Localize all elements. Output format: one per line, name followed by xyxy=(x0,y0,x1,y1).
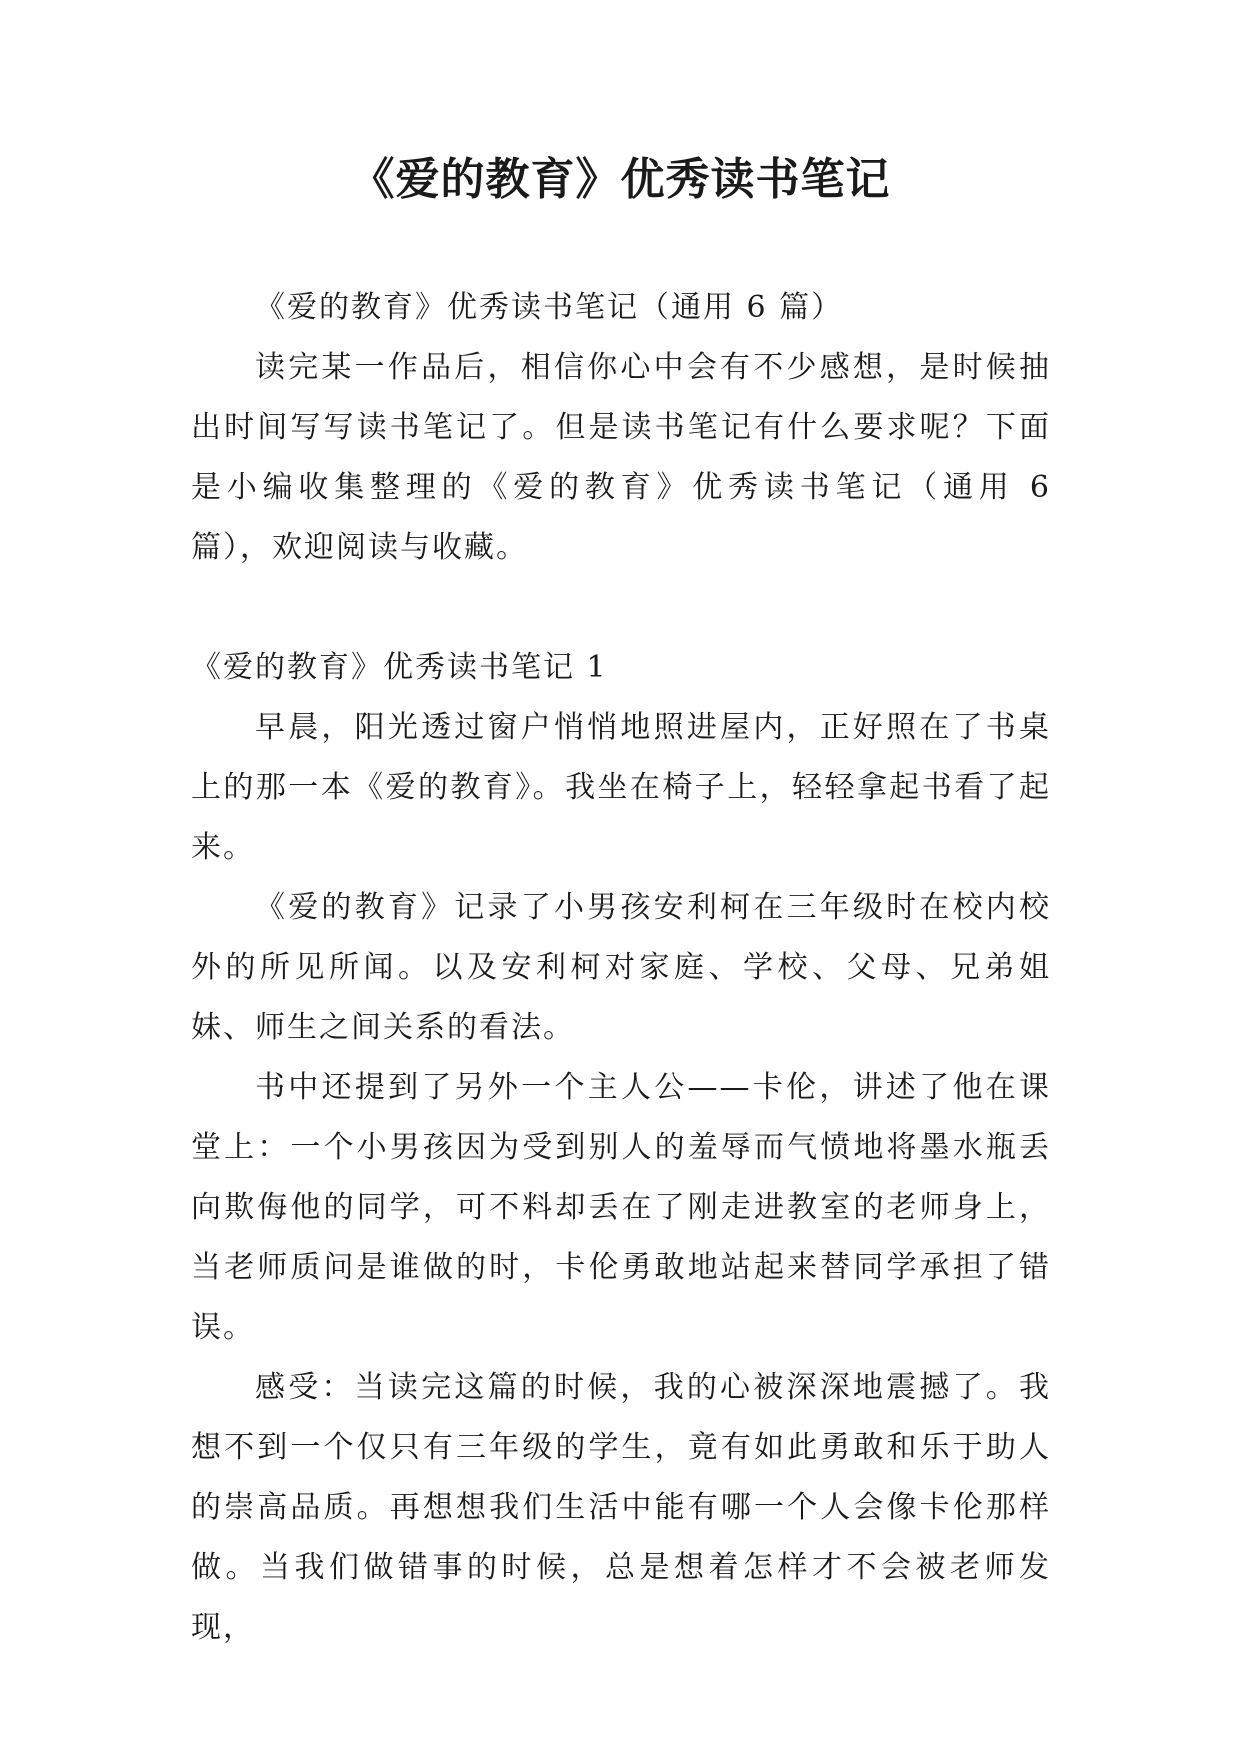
document-title: 《爱的教育》优秀读书笔记 xyxy=(350,154,891,205)
paragraph: 书中还提到了另外一个主人公——卡伦，讲述了他在课堂上：一个小男孩因为受到别人的羞辱而气愤地将墨水瓶丢向欺侮他的同学，可不料却丢在了刚走进教室的老师身上，当老师质问是谁做的时，卡伦勇敢地站起来替同学承担了错误。 xyxy=(191,1070,1051,1345)
document-body xyxy=(191,278,1051,1658)
intro-paragraph: 读完某一作品后，相信你心中会有不少感想，是时候抽出时间写写读书笔记了。但是读书笔记有什么要求呢？下面是小编收集整理的《爱的教育》优秀读书笔记（通用 6 篇），欢迎阅读与收藏。 xyxy=(191,350,1051,565)
subtitle-line: 《爱的教育》优秀读书笔记（通用 6 篇） xyxy=(255,290,844,325)
paragraph: 感受：当读完这篇的时候，我的心被深深地震撼了。我想不到一个仅只有三年级的学生，竟有如此勇敢和乐于助人的崇高品质。再想想我们生活中能有哪一个人会像卡伦那样做。当我们做错事的时候，总是想着怎样才不会被老师发现， xyxy=(191,1370,1051,1645)
section-heading: 《爱的教育》优秀读书笔记 1 xyxy=(191,650,608,685)
paragraph: 《爱的教育》记录了小男孩安利柯在三年级时在校内校外的所见所闻。以及安利柯对家庭、学校、父母、兄弟姐妹、师生之间关系的看法。 xyxy=(191,890,1051,1045)
paragraph: 早晨，阳光透过窗户悄悄地照进屋内，正好照在了书桌上的那一本《爱的教育》。我坐在椅子上，轻轻拿起书看了起来。 xyxy=(191,710,1051,865)
